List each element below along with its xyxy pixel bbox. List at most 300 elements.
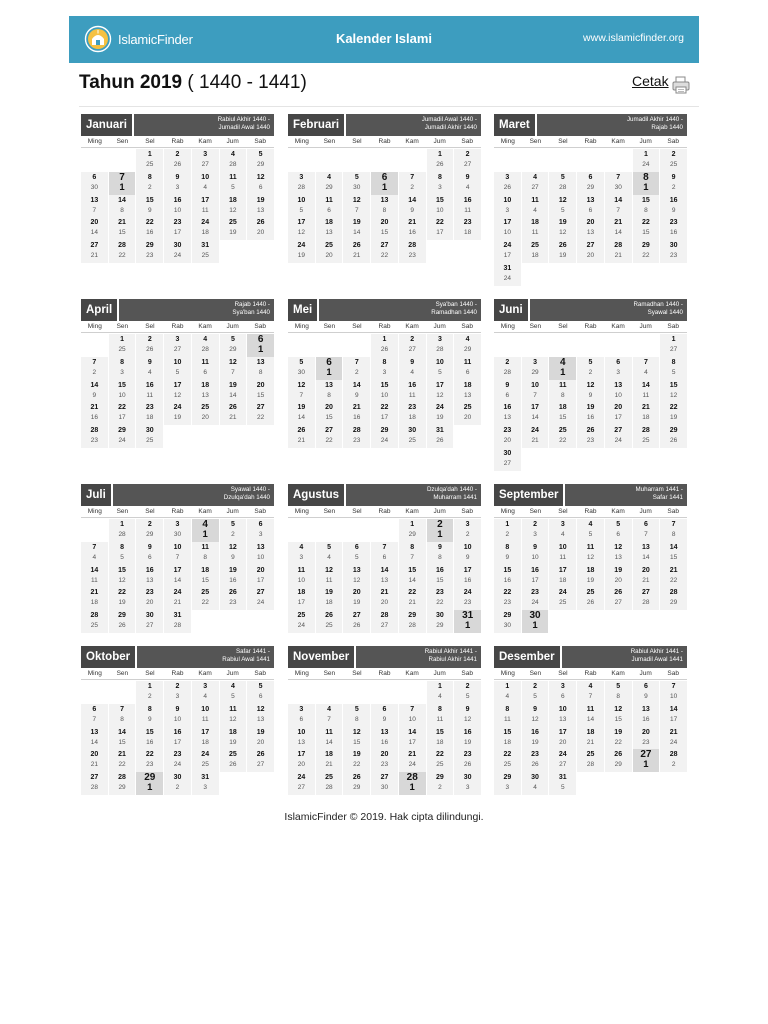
day-cell[interactable] <box>136 749 163 772</box>
day-cell[interactable] <box>371 195 398 218</box>
day-cell[interactable] <box>343 240 370 263</box>
day-cell[interactable] <box>549 217 576 240</box>
day-cell[interactable] <box>454 519 481 542</box>
day-cell[interactable] <box>343 217 370 240</box>
day-cell[interactable] <box>109 704 136 727</box>
day-cell[interactable] <box>316 357 343 380</box>
day-cell[interactable] <box>192 172 219 195</box>
day-cell[interactable] <box>164 519 191 542</box>
day-cell[interactable] <box>192 380 219 403</box>
day-cell[interactable] <box>343 380 370 403</box>
day-cell[interactable] <box>316 402 343 425</box>
day-cell[interactable] <box>660 149 687 172</box>
day-cell[interactable] <box>549 704 576 727</box>
day-cell[interactable] <box>522 425 549 448</box>
day-cell[interactable] <box>109 240 136 263</box>
day-cell[interactable] <box>343 565 370 588</box>
day-cell[interactable] <box>220 681 247 704</box>
day-cell[interactable] <box>164 217 191 240</box>
day-cell[interactable] <box>633 217 660 240</box>
day-cell[interactable] <box>399 334 426 357</box>
day-cell[interactable] <box>549 357 576 380</box>
day-cell[interactable] <box>522 217 549 240</box>
day-cell[interactable] <box>633 240 660 263</box>
day-cell[interactable] <box>371 357 398 380</box>
day-cell[interactable] <box>399 587 426 610</box>
day-cell[interactable] <box>605 195 632 218</box>
day-cell[interactable] <box>164 727 191 750</box>
day-cell[interactable] <box>136 195 163 218</box>
day-cell[interactable] <box>371 240 398 263</box>
day-cell[interactable] <box>577 195 604 218</box>
day-cell[interactable] <box>633 149 660 172</box>
day-cell[interactable] <box>494 263 521 286</box>
day-cell[interactable] <box>371 704 398 727</box>
day-cell[interactable] <box>660 402 687 425</box>
day-cell[interactable] <box>247 357 274 380</box>
day-cell[interactable] <box>577 425 604 448</box>
day-cell[interactable] <box>288 727 315 750</box>
day-cell[interactable] <box>192 749 219 772</box>
day-cell[interactable] <box>371 727 398 750</box>
day-cell[interactable] <box>81 172 108 195</box>
day-cell[interactable] <box>633 172 660 195</box>
day-cell[interactable] <box>371 334 398 357</box>
day-cell[interactable] <box>371 542 398 565</box>
day-cell[interactable] <box>577 587 604 610</box>
day-cell[interactable] <box>220 519 247 542</box>
day-cell[interactable] <box>522 587 549 610</box>
day-cell[interactable] <box>343 357 370 380</box>
day-cell[interactable] <box>577 749 604 772</box>
day-cell[interactable] <box>454 727 481 750</box>
day-cell[interactable] <box>494 380 521 403</box>
day-cell[interactable] <box>136 357 163 380</box>
day-cell[interactable] <box>454 681 481 704</box>
day-cell[interactable] <box>81 772 108 795</box>
day-cell[interactable] <box>494 610 521 633</box>
day-cell[interactable] <box>220 727 247 750</box>
day-cell[interactable] <box>660 519 687 542</box>
day-cell[interactable] <box>605 565 632 588</box>
day-cell[interactable] <box>633 681 660 704</box>
day-cell[interactable] <box>577 565 604 588</box>
day-cell[interactable] <box>220 357 247 380</box>
day-cell[interactable] <box>136 565 163 588</box>
day-cell[interactable] <box>522 519 549 542</box>
day-cell[interactable] <box>288 587 315 610</box>
day-cell[interactable] <box>247 380 274 403</box>
day-cell[interactable] <box>399 749 426 772</box>
day-cell[interactable] <box>494 681 521 704</box>
day-cell[interactable] <box>164 195 191 218</box>
day-cell[interactable] <box>81 704 108 727</box>
day-cell[interactable] <box>81 749 108 772</box>
day-cell[interactable] <box>577 240 604 263</box>
day-cell[interactable] <box>605 425 632 448</box>
day-cell[interactable] <box>136 217 163 240</box>
day-cell[interactable] <box>136 519 163 542</box>
day-cell[interactable] <box>454 749 481 772</box>
day-cell[interactable] <box>192 334 219 357</box>
day-cell[interactable] <box>522 402 549 425</box>
day-cell[interactable] <box>316 217 343 240</box>
day-cell[interactable] <box>605 727 632 750</box>
day-cell[interactable] <box>247 402 274 425</box>
day-cell[interactable] <box>109 727 136 750</box>
day-cell[interactable] <box>164 542 191 565</box>
day-cell[interactable] <box>164 380 191 403</box>
day-cell[interactable] <box>164 172 191 195</box>
day-cell[interactable] <box>136 542 163 565</box>
day-cell[interactable] <box>605 217 632 240</box>
day-cell[interactable] <box>164 357 191 380</box>
day-cell[interactable] <box>549 380 576 403</box>
print-label[interactable]: Cetak <box>632 73 669 89</box>
day-cell[interactable] <box>109 519 136 542</box>
day-cell[interactable] <box>549 402 576 425</box>
day-cell[interactable] <box>605 749 632 772</box>
day-cell[interactable] <box>494 172 521 195</box>
day-cell[interactable] <box>549 749 576 772</box>
day-cell[interactable] <box>81 542 108 565</box>
day-cell[interactable] <box>577 217 604 240</box>
day-cell[interactable] <box>288 565 315 588</box>
day-cell[interactable] <box>522 380 549 403</box>
day-cell[interactable] <box>454 587 481 610</box>
day-cell[interactable] <box>633 704 660 727</box>
day-cell[interactable] <box>109 172 136 195</box>
day-cell[interactable] <box>522 357 549 380</box>
day-cell[interactable] <box>220 334 247 357</box>
day-cell[interactable] <box>316 172 343 195</box>
day-cell[interactable] <box>454 195 481 218</box>
day-cell[interactable] <box>109 542 136 565</box>
day-cell[interactable] <box>192 681 219 704</box>
day-cell[interactable] <box>660 727 687 750</box>
day-cell[interactable] <box>136 334 163 357</box>
day-cell[interactable] <box>427 195 454 218</box>
day-cell[interactable] <box>220 172 247 195</box>
day-cell[interactable] <box>427 334 454 357</box>
day-cell[interactable] <box>316 772 343 795</box>
print-button[interactable] <box>632 73 691 95</box>
day-cell[interactable] <box>454 565 481 588</box>
day-cell[interactable] <box>605 542 632 565</box>
day-cell[interactable] <box>81 587 108 610</box>
day-cell[interactable] <box>371 425 398 448</box>
day-cell[interactable] <box>427 772 454 795</box>
day-cell[interactable] <box>192 357 219 380</box>
day-cell[interactable] <box>522 610 549 633</box>
day-cell[interactable] <box>577 542 604 565</box>
day-cell[interactable] <box>343 172 370 195</box>
day-cell[interactable] <box>633 587 660 610</box>
day-cell[interactable] <box>522 727 549 750</box>
day-cell[interactable] <box>454 149 481 172</box>
day-cell[interactable] <box>288 240 315 263</box>
day-cell[interactable] <box>164 149 191 172</box>
day-cell[interactable] <box>136 380 163 403</box>
day-cell[interactable] <box>136 402 163 425</box>
day-cell[interactable] <box>247 749 274 772</box>
day-cell[interactable] <box>164 610 191 633</box>
day-cell[interactable] <box>136 172 163 195</box>
day-cell[interactable] <box>454 334 481 357</box>
day-cell[interactable] <box>247 217 274 240</box>
day-cell[interactable] <box>577 357 604 380</box>
day-cell[interactable] <box>316 240 343 263</box>
day-cell[interactable] <box>343 195 370 218</box>
day-cell[interactable] <box>220 587 247 610</box>
day-cell[interactable] <box>633 519 660 542</box>
day-cell[interactable] <box>220 402 247 425</box>
day-cell[interactable] <box>164 240 191 263</box>
day-cell[interactable] <box>136 772 163 795</box>
day-cell[interactable] <box>605 380 632 403</box>
day-cell[interactable] <box>494 195 521 218</box>
day-cell[interactable] <box>247 727 274 750</box>
day-cell[interactable] <box>522 542 549 565</box>
day-cell[interactable] <box>316 704 343 727</box>
day-cell[interactable] <box>454 542 481 565</box>
day-cell[interactable] <box>454 772 481 795</box>
day-cell[interactable] <box>192 542 219 565</box>
day-cell[interactable] <box>343 610 370 633</box>
day-cell[interactable] <box>399 380 426 403</box>
day-cell[interactable] <box>316 610 343 633</box>
day-cell[interactable] <box>660 565 687 588</box>
day-cell[interactable] <box>288 357 315 380</box>
day-cell[interactable] <box>399 542 426 565</box>
day-cell[interactable] <box>494 448 521 471</box>
day-cell[interactable] <box>427 519 454 542</box>
day-cell[interactable] <box>343 402 370 425</box>
day-cell[interactable] <box>399 772 426 795</box>
day-cell[interactable] <box>109 610 136 633</box>
day-cell[interactable] <box>633 402 660 425</box>
day-cell[interactable] <box>577 727 604 750</box>
day-cell[interactable] <box>605 402 632 425</box>
day-cell[interactable] <box>288 749 315 772</box>
day-cell[interactable] <box>427 425 454 448</box>
day-cell[interactable] <box>220 704 247 727</box>
day-cell[interactable] <box>427 610 454 633</box>
day-cell[interactable] <box>454 217 481 240</box>
day-cell[interactable] <box>605 704 632 727</box>
day-cell[interactable] <box>109 357 136 380</box>
day-cell[interactable] <box>343 749 370 772</box>
day-cell[interactable] <box>494 772 521 795</box>
day-cell[interactable] <box>494 519 521 542</box>
day-cell[interactable] <box>605 172 632 195</box>
day-cell[interactable] <box>427 565 454 588</box>
day-cell[interactable] <box>343 727 370 750</box>
day-cell[interactable] <box>399 425 426 448</box>
day-cell[interactable] <box>192 519 219 542</box>
day-cell[interactable] <box>660 240 687 263</box>
day-cell[interactable] <box>192 565 219 588</box>
day-cell[interactable] <box>549 772 576 795</box>
day-cell[interactable] <box>427 402 454 425</box>
day-cell[interactable] <box>81 195 108 218</box>
day-cell[interactable] <box>494 425 521 448</box>
day-cell[interactable] <box>316 587 343 610</box>
day-cell[interactable] <box>316 425 343 448</box>
day-cell[interactable] <box>164 749 191 772</box>
day-cell[interactable] <box>427 217 454 240</box>
day-cell[interactable] <box>660 195 687 218</box>
day-cell[interactable] <box>399 519 426 542</box>
day-cell[interactable] <box>605 240 632 263</box>
day-cell[interactable] <box>192 217 219 240</box>
day-cell[interactable] <box>399 195 426 218</box>
day-cell[interactable] <box>247 565 274 588</box>
day-cell[interactable] <box>164 681 191 704</box>
day-cell[interactable] <box>220 149 247 172</box>
day-cell[interactable] <box>371 772 398 795</box>
day-cell[interactable] <box>192 149 219 172</box>
day-cell[interactable] <box>81 380 108 403</box>
day-cell[interactable] <box>109 402 136 425</box>
day-cell[interactable] <box>81 425 108 448</box>
day-cell[interactable] <box>220 217 247 240</box>
day-cell[interactable] <box>136 240 163 263</box>
day-cell[interactable] <box>136 681 163 704</box>
day-cell[interactable] <box>192 772 219 795</box>
day-cell[interactable] <box>494 727 521 750</box>
day-cell[interactable] <box>399 240 426 263</box>
day-cell[interactable] <box>522 704 549 727</box>
day-cell[interactable] <box>247 542 274 565</box>
day-cell[interactable] <box>660 425 687 448</box>
day-cell[interactable] <box>660 380 687 403</box>
day-cell[interactable] <box>454 704 481 727</box>
day-cell[interactable] <box>343 772 370 795</box>
day-cell[interactable] <box>454 402 481 425</box>
day-cell[interactable] <box>494 240 521 263</box>
day-cell[interactable] <box>164 565 191 588</box>
day-cell[interactable] <box>371 172 398 195</box>
day-cell[interactable] <box>633 380 660 403</box>
day-cell[interactable] <box>288 172 315 195</box>
header-url[interactable]: www.islamicfinder.org <box>583 32 684 44</box>
day-cell[interactable] <box>247 587 274 610</box>
day-cell[interactable] <box>427 749 454 772</box>
day-cell[interactable] <box>660 172 687 195</box>
day-cell[interactable] <box>81 240 108 263</box>
day-cell[interactable] <box>136 610 163 633</box>
day-cell[interactable] <box>316 749 343 772</box>
day-cell[interactable] <box>371 610 398 633</box>
day-cell[interactable] <box>427 727 454 750</box>
day-cell[interactable] <box>605 681 632 704</box>
day-cell[interactable] <box>164 587 191 610</box>
day-cell[interactable] <box>660 357 687 380</box>
day-cell[interactable] <box>633 749 660 772</box>
day-cell[interactable] <box>192 240 219 263</box>
day-cell[interactable] <box>81 610 108 633</box>
day-cell[interactable] <box>81 727 108 750</box>
day-cell[interactable] <box>549 425 576 448</box>
day-cell[interactable] <box>343 704 370 727</box>
day-cell[interactable] <box>454 172 481 195</box>
day-cell[interactable] <box>494 749 521 772</box>
day-cell[interactable] <box>522 195 549 218</box>
day-cell[interactable] <box>247 149 274 172</box>
day-cell[interactable] <box>288 380 315 403</box>
day-cell[interactable] <box>109 587 136 610</box>
day-cell[interactable] <box>522 749 549 772</box>
day-cell[interactable] <box>494 402 521 425</box>
day-cell[interactable] <box>109 334 136 357</box>
day-cell[interactable] <box>399 172 426 195</box>
day-cell[interactable] <box>660 542 687 565</box>
day-cell[interactable] <box>494 704 521 727</box>
day-cell[interactable] <box>109 425 136 448</box>
day-cell[interactable] <box>371 217 398 240</box>
day-cell[interactable] <box>316 380 343 403</box>
day-cell[interactable] <box>522 772 549 795</box>
day-cell[interactable] <box>288 217 315 240</box>
day-cell[interactable] <box>288 610 315 633</box>
day-cell[interactable] <box>660 587 687 610</box>
day-cell[interactable] <box>399 610 426 633</box>
day-cell[interactable] <box>247 519 274 542</box>
day-cell[interactable] <box>549 240 576 263</box>
day-cell[interactable] <box>136 425 163 448</box>
day-cell[interactable] <box>192 727 219 750</box>
day-cell[interactable] <box>81 565 108 588</box>
day-cell[interactable] <box>81 357 108 380</box>
day-cell[interactable] <box>549 519 576 542</box>
day-cell[interactable] <box>192 402 219 425</box>
day-cell[interactable] <box>399 565 426 588</box>
day-cell[interactable] <box>549 727 576 750</box>
day-cell[interactable] <box>454 610 481 633</box>
day-cell[interactable] <box>494 217 521 240</box>
day-cell[interactable] <box>633 357 660 380</box>
day-cell[interactable] <box>192 587 219 610</box>
day-cell[interactable] <box>109 380 136 403</box>
day-cell[interactable] <box>371 587 398 610</box>
day-cell[interactable] <box>577 704 604 727</box>
day-cell[interactable] <box>371 565 398 588</box>
day-cell[interactable] <box>633 425 660 448</box>
day-cell[interactable] <box>494 587 521 610</box>
day-cell[interactable] <box>577 519 604 542</box>
day-cell[interactable] <box>343 542 370 565</box>
day-cell[interactable] <box>494 357 521 380</box>
day-cell[interactable] <box>192 195 219 218</box>
day-cell[interactable] <box>136 727 163 750</box>
day-cell[interactable] <box>316 195 343 218</box>
day-cell[interactable] <box>288 542 315 565</box>
day-cell[interactable] <box>288 704 315 727</box>
day-cell[interactable] <box>427 542 454 565</box>
day-cell[interactable] <box>427 172 454 195</box>
day-cell[interactable] <box>288 772 315 795</box>
day-cell[interactable] <box>454 357 481 380</box>
day-cell[interactable] <box>136 587 163 610</box>
day-cell[interactable] <box>109 195 136 218</box>
day-cell[interactable] <box>164 402 191 425</box>
day-cell[interactable] <box>633 727 660 750</box>
day-cell[interactable] <box>371 749 398 772</box>
day-cell[interactable] <box>288 195 315 218</box>
day-cell[interactable] <box>164 704 191 727</box>
day-cell[interactable] <box>427 149 454 172</box>
